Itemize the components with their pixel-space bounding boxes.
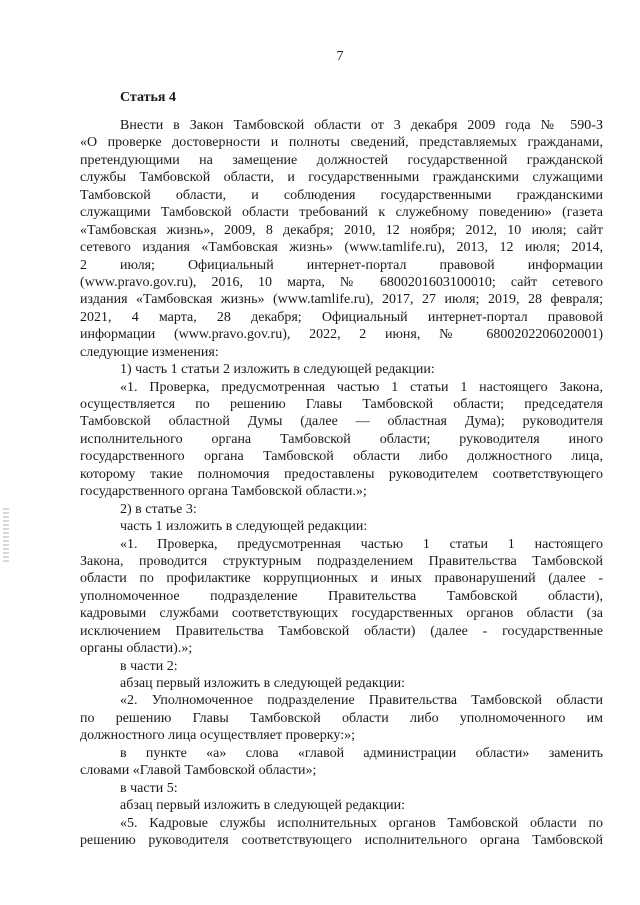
page-number: 7 (336, 49, 344, 64)
text-line: государственного органа Тамбовской области.»; (80, 484, 367, 500)
text-line: 1) часть 1 статьи 2 изложить в следующей редакции: (120, 362, 435, 378)
text-line: уполномоченное подразделение Правительства Тамбовской области), (80, 588, 603, 604)
text-line: по решению Главы Тамбовской области либо уполномоченного им (80, 710, 603, 726)
text-line: «1. Проверка, предусмотренная частью 1 статьи 1 настоящего (120, 536, 603, 552)
text-line: претендующими на замещение должностей государственной гражданской (80, 152, 603, 168)
text-line: государственного органа Тамбовской области либо должностного лица, (80, 449, 603, 465)
text-line: служащими Тамбовской области требований к служебному поведению» (газета (80, 205, 603, 221)
text-line: «О проверке достоверности и полноты сведений, представляемых гражданами, (80, 135, 603, 151)
text-line: «2. Уполномоченное подразделение Правительства Тамбовской области (120, 693, 603, 709)
text-line: в части 5: (120, 780, 178, 796)
text-line: органы области).»; (80, 641, 193, 657)
text-line: решению руководителя соответствующего исполнительного органа Тамбовской (80, 832, 603, 848)
text-line: абзац первый изложить в следующей редакции: (120, 676, 406, 691)
text-line: службы Тамбовской области, и государственными гражданскими служащими (80, 170, 603, 186)
text-line: в части 2: (120, 658, 178, 674)
text-line: 2) в статье 3: (120, 501, 197, 517)
text-line: осуществляется по решению Главы Тамбовской области; председателя (80, 397, 603, 412)
text-line: области по профилактике коррупционных и иных правонарушений (далее - (80, 571, 603, 587)
text-line: информации (www.pravo.gov.ru), 2022, 2 июня, № 6800202206020001) (80, 327, 603, 343)
text-line: 2 июля; Официальный интернет-портал правовой информации (80, 257, 603, 273)
text-line: сетевого издания «Тамбовская жизнь» (www.tamlife.ru), 2013, 12 июля; 2014, (80, 240, 603, 256)
text-line: абзац первый изложить в следующей редакции: (120, 798, 406, 814)
text-line: следующие изменения: (80, 344, 219, 360)
text-line: Тамбовской области, и соблюдения государственными гражданскими (80, 187, 603, 203)
text-line: «1. Проверка, предусмотренная частью 1 статьи 1 настоящего Закона, (120, 379, 603, 395)
text-line: исключением Правительства Тамбовской области) (далее - государственные (80, 623, 603, 639)
text-line: «5. Кадровые службы исполнительных органов Тамбовской области по (120, 815, 603, 831)
article-title: Статья 4 (120, 90, 176, 105)
text-line: Тамбовской областной Думы (далее — областная Дума); руководителя (80, 414, 603, 430)
text-line: Закона, проводится структурным подразделением Правительства Тамбовской (80, 553, 603, 569)
text-line: часть 1 изложить в следующей редакции: (120, 519, 368, 535)
text-line: 2021, 4 марта, 28 декабря; Официальный интернет-портал правовой (80, 309, 603, 325)
text-line: (www.pravo.gov.ru), 2016, 10 марта, № 6800201603100010; сайт сетевого (80, 274, 603, 290)
text-line: должностного лица осуществляет проверку:»; (80, 728, 356, 744)
text-line: кадровыми службами соответствующих государственных органов области (за (80, 606, 603, 622)
scan-margin-mark (3, 508, 9, 564)
text-line: которому такие полномочия предоставлены руководителем соответствующего (80, 466, 603, 482)
article-body (80, 117, 603, 849)
text-line: исполнительного органа Тамбовской области; руководителя иного (80, 431, 603, 447)
text-line: «Тамбовская жизнь», 2009, 8 декабря; 2010, 12 ноября; 2012, 10 июля; сайт (80, 222, 603, 238)
text-line: в пункте «а» слова «главой администрации области» заменить (120, 745, 603, 761)
text-line: словами «Главой Тамбовской области»; (80, 763, 317, 779)
text-line: Внести в Закон Тамбовской области от 3 декабря 2009 года № 590-З (120, 118, 603, 133)
text-line: издания «Тамбовская жизнь» (www.tamlife.ru), 2017, 27 июля; 2019, 28 февраля; (80, 292, 603, 308)
